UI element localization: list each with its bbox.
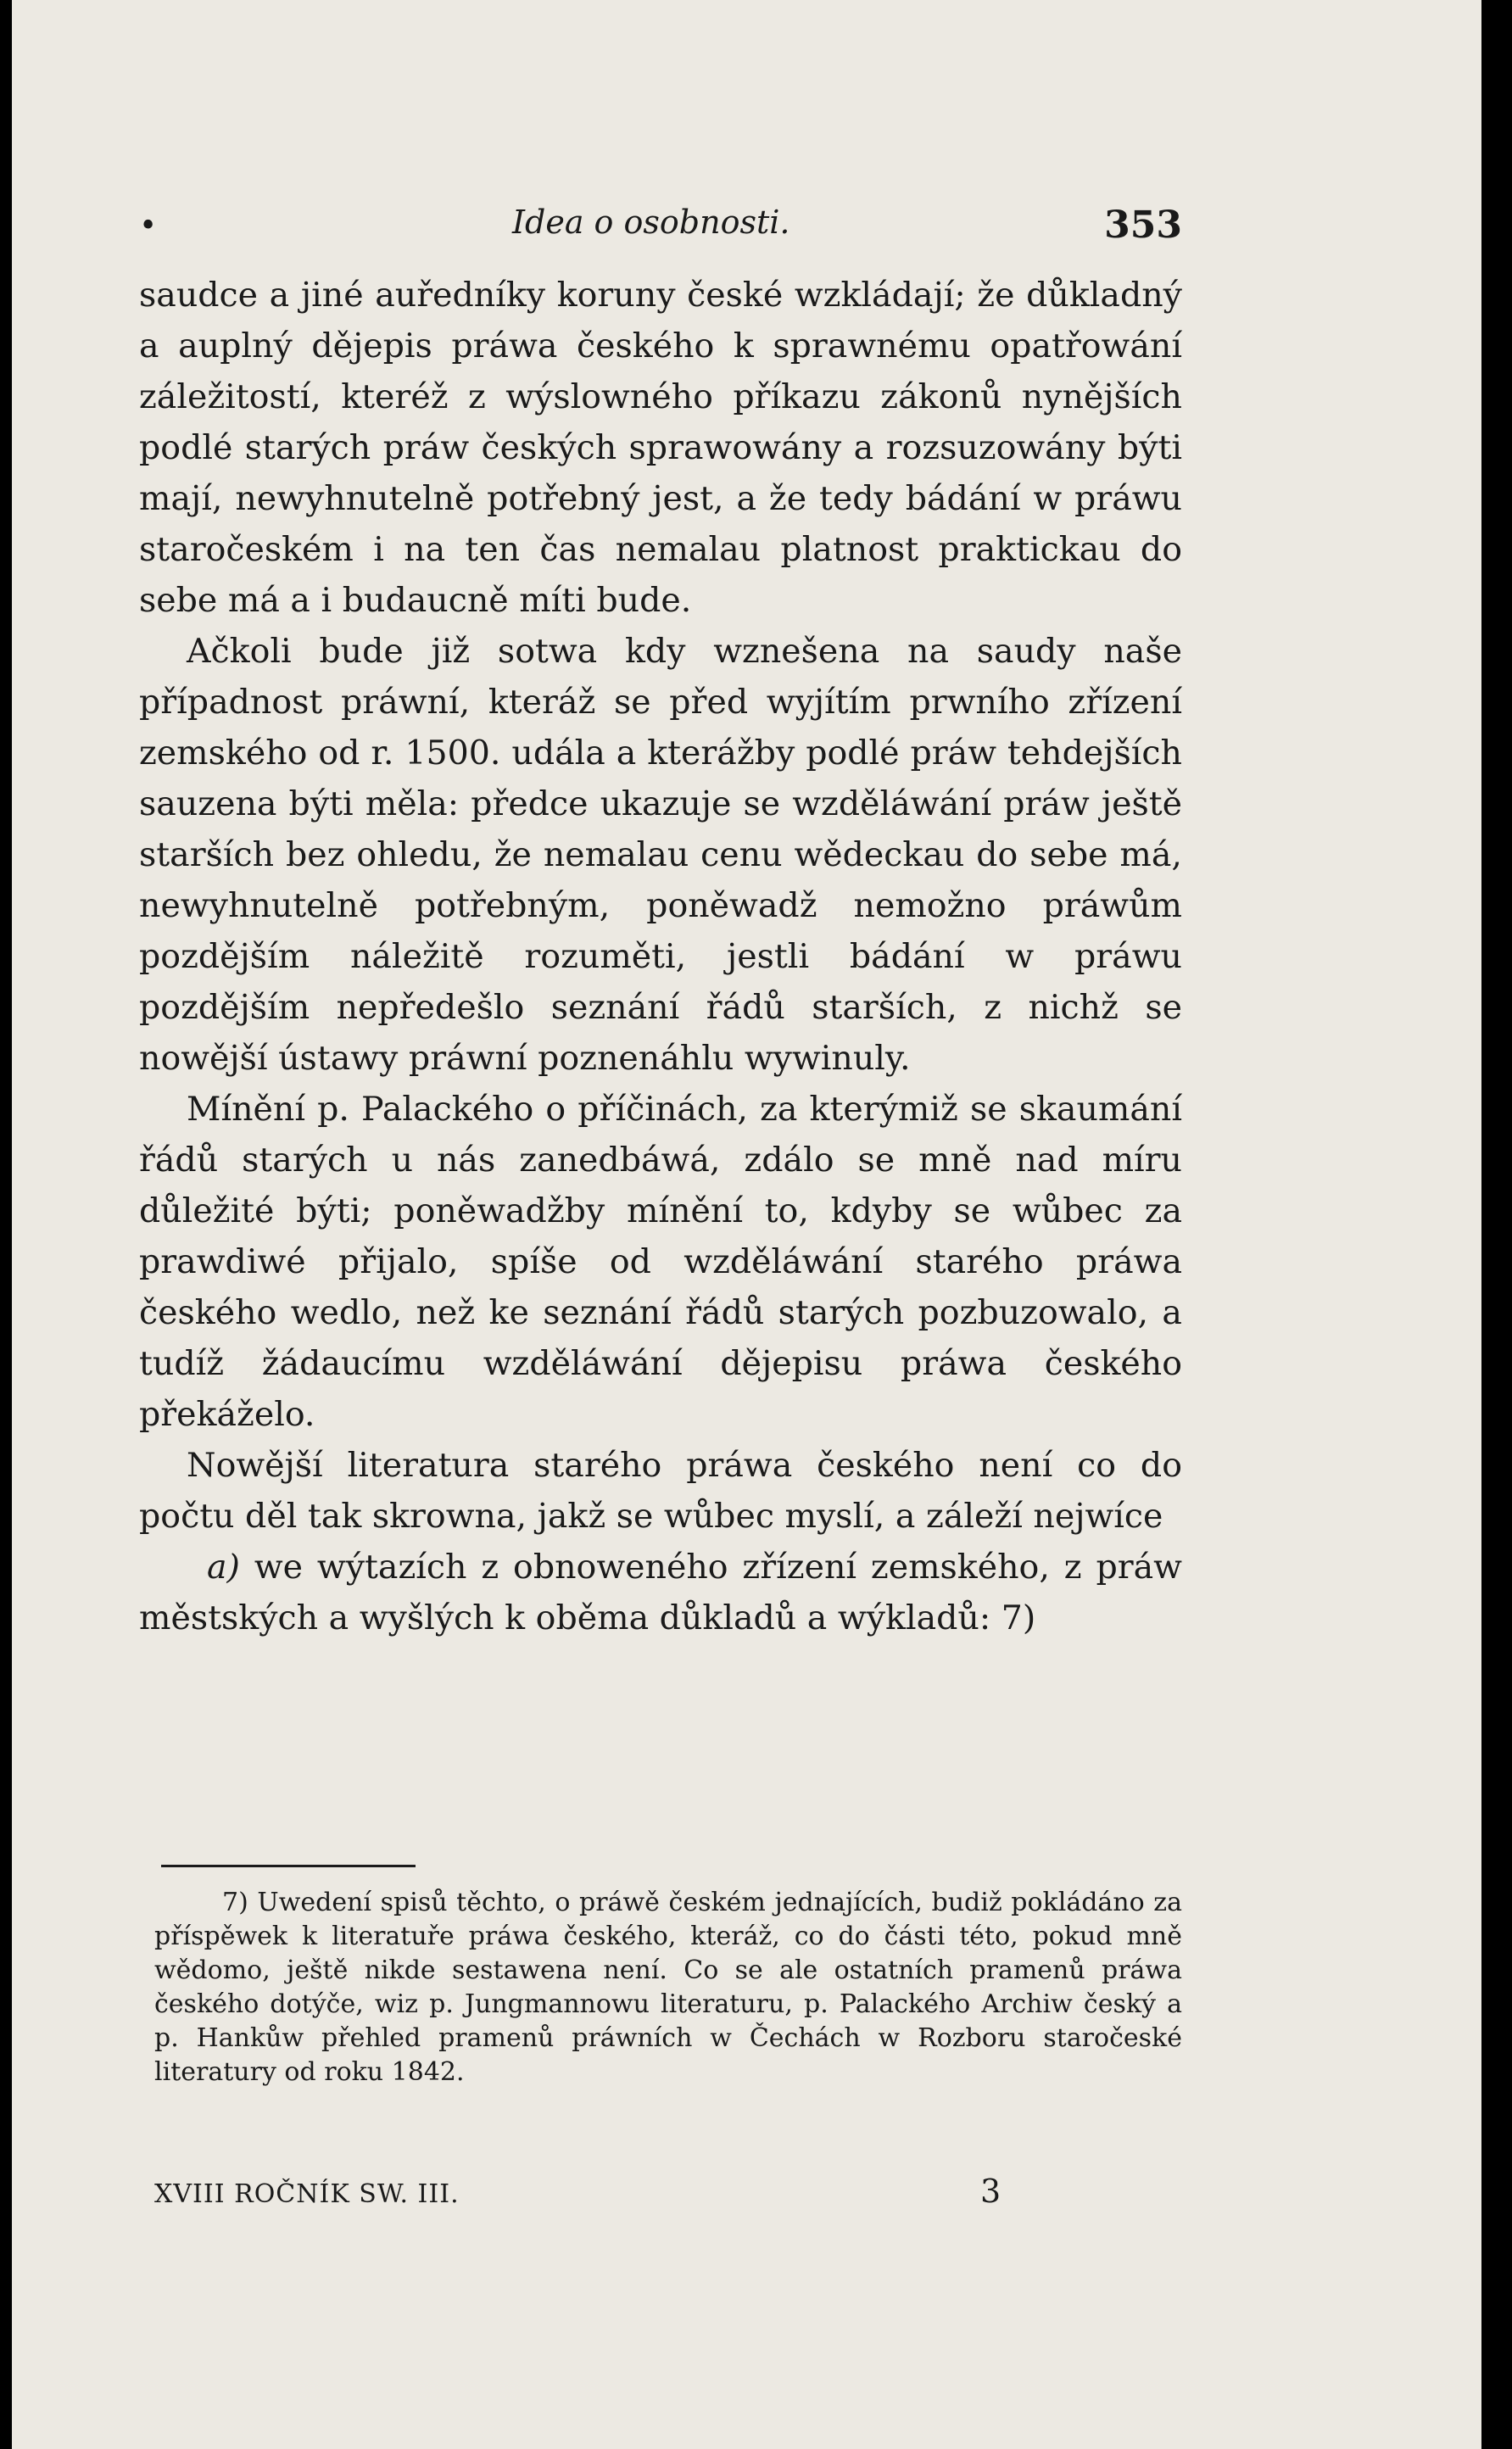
running-title: Idea o osobnosti. bbox=[512, 204, 790, 241]
list-item-text: we wýtazích z obnoweného zřízení zemského, z práw městských a wyšlých k oběma důkladů a wýkladů: bbox=[139, 1548, 1182, 1637]
body-text bbox=[139, 270, 1182, 1643]
paragraph-2: Ačkoli bude již sotwa kdy wznešena na saudy naše případnost práwní, kteráž se před wyjítím prwního zřízení zemského od r. 1500. udála a kterážby podlé práw tehdejších sauzena býti měla: předce ukazuje se wzděláwání práw ještě starších bez ohledu, že nemalau cenu wědeckau do sebe má, newyhnutelně potřebným, poněwadž nemožno práwům pozdějším náležitě rozuměti, jestli bádání w práwu pozdějším nepředešlo seznání řádů starších, z nichž se nowější ústawy práwní poznenáhlu wywinuly. bbox=[139, 632, 1182, 1078]
book-page bbox=[12, 0, 1481, 2449]
paragraph-4: Nowější literatura starého práwa českého není co do počtu děl tak skrowna, jakž se wůbec myslí, a záleží nejwíce bbox=[139, 1446, 1182, 1536]
list-item-a bbox=[139, 1542, 1182, 1643]
footnote-rule bbox=[161, 1865, 416, 1867]
list-item-label: a) bbox=[207, 1548, 240, 1587]
signature-line bbox=[154, 2173, 1182, 2222]
signature-label: XVIII ROČNÍK SW. III. bbox=[154, 2179, 460, 2209]
scan-right-edge bbox=[1481, 0, 1512, 2449]
page-number: 353 bbox=[1104, 204, 1182, 247]
signature-mark: 3 bbox=[980, 2173, 1001, 2210]
footnote-text: Uwedení spisů těchto, o práwě českém jednajících, budiž pokládáno za příspěwek k literatuře práwa českého, kteráž, co do části této, pokud mně wědomo, ještě nikde sestawena není. Co se ale ostatních pramenů práwa českého dotýče, wiz p. Jungmannowu literaturu, p. Palackého Archiw český a p. Hankůw přehled pramenů práwních w Čechách w Rozboru staročeské literatury od roku 1842. bbox=[154, 1888, 1182, 2087]
paragraph-1: saudce a jiné auředníky koruny české wzkládají; že důkladný a auplný dějepis práwa českého k sprawnému opatřowání záležitostí, kteréž z wýslowného příkazu zákonů nynějších podlé starých práw českých sprawowány a rozsuzowány býti mají, newyhnutelně potřebný jest, a že tedy bádání w práwu staročeském i na ten čas nemalau platnost praktickau do sebe má a i budaucně míti bude. bbox=[139, 276, 1182, 620]
header-bullet: • bbox=[139, 209, 158, 243]
paragraph-3: Mínění p. Palackého o příčinách, za kterýmiž se skaumání řádů starých u nás zanedbáwá, zdálo se mně nad míru důležité býti; poněwadžby mínění to, kdyby se wůbec za prawdiwé přijalo, spíše od wzděláwání starého práwa českého wedlo, než ke seznání řádů starých pozbuzowalo, a tudíž žádaucímu wzděláwání dějepisu práwa českého překáželo. bbox=[139, 1090, 1182, 1434]
footnote-mark: 7) bbox=[222, 1888, 248, 1917]
scan-left-edge bbox=[0, 0, 12, 2449]
running-head bbox=[139, 204, 1182, 254]
footnote-reference: 7) bbox=[1001, 1598, 1036, 1637]
footnote bbox=[154, 1886, 1182, 2089]
